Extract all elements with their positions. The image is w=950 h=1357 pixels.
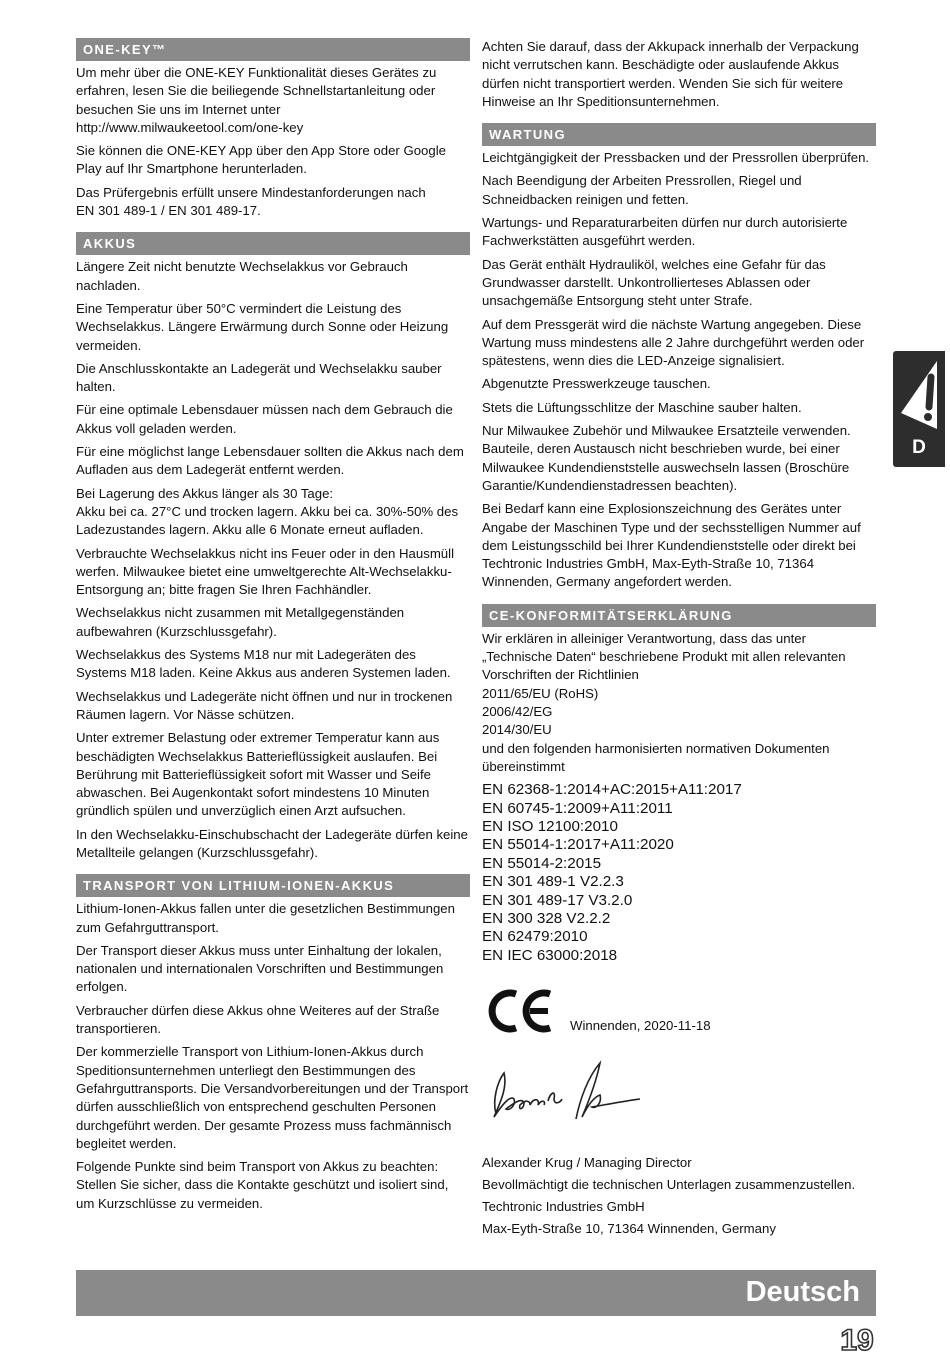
- akkus-paragraph: Verbrauchte Wechselakkus nicht ins Feuer oder in den Hausmüll werfen. Milwaukee bietet eine umweltgerechte Alt-Wechselakku-Entsorgung an; bitte fragen Sie Ihren Fachhändler.: [76, 545, 454, 598]
- language-side-tab: [893, 351, 945, 467]
- wartung-paragraph: Bei Bedarf kann eine Explosionszeichnung des Gerätes unter Angabe der Maschinen Type und der sechsstelligen Nummer auf dem Leistungsschild bei Ihrer Kundendienststelle oder direkt bei Techtronic Industries GmbH, Max-Eyth-Straße 10, 71364 Winnenden, Germany angefordert werden.: [482, 501, 861, 590]
- akkus-paragraph: Die Anschlusskontakte an Ladegerät und Wechselakku sauber halten.: [76, 360, 442, 395]
- wartung-paragraph: Nach Beendigung der Arbeiten Pressrollen, Riegel und Schneidbacken reinigen und fetten.: [482, 173, 802, 207]
- right-column: [482, 38, 876, 1242]
- wartung-paragraph: Abgenutzte Presswerkzeuge tauschen.: [482, 376, 711, 392]
- authorized-representative: Bevollmächtigt die technischen Unterlagen zusammenzustellen.: [482, 1177, 856, 1193]
- warning-exclamation-icon: [897, 357, 943, 431]
- transport-paragraph: Verbraucher dürfen diese Akkus ohne Weiteres auf der Straße transportieren.: [76, 1002, 440, 1037]
- akkus-paragraph: Für eine optimale Lebensdauer müssen nach dem Gebrauch die Akkus voll geladen werden.: [76, 402, 453, 436]
- language-letter: D: [912, 437, 926, 458]
- transport-paragraph: Der Transport dieser Akkus muss unter Einhaltung der lokalen, nationalen und internationalen Vorschriften und Bestimmungen erfolgen.: [76, 942, 444, 995]
- page-number: [832, 1322, 882, 1356]
- wartung-paragraph: Leichtgängigkeit der Pressbacken und der Pressrollen überprüfen.: [482, 150, 870, 166]
- standard-item: EN 62479:2010: [482, 928, 588, 946]
- footer-language-label: Deutsch: [745, 1276, 860, 1308]
- standard-item: EN 55014-1:2017+A11:2020: [482, 836, 674, 854]
- wartung-paragraph: Das Gerät enthält Hydrauliköl, welches eine Gefahr für das Grundwasser darstellt. Unkontrollierteses Ablassen oder unsachgemäße Entsorgung steht unter Strafe.: [482, 256, 826, 309]
- standard-item: EN 60745-1:2009+A11:2011: [482, 799, 673, 817]
- standard-item: EN 62368-1:2014+AC:2015+A11:2017: [482, 781, 742, 799]
- ce-mark-row: [482, 989, 876, 1047]
- company-name: Techtronic Industries GmbH: [482, 1199, 645, 1215]
- akkus-paragraph: Wechselakkus des Systems M18 nur mit Ladegeräten des Systems M18 laden. Keine Akkus aus anderen Systemen laden.: [76, 647, 451, 681]
- standard-item: EN 55014-2:2015: [482, 854, 602, 872]
- signatory-name: Alexander Krug / Managing Director: [482, 1155, 692, 1171]
- signature-image: [484, 1059, 654, 1129]
- wartung-paragraph: Wartungs- und Reparaturarbeiten dürfen nur durch autorisierte Fachwerkstätten ausgeführt werden.: [482, 215, 848, 249]
- section-heading-transport: TRANSPORT VON LITHIUM-IONEN-AKKUS: [76, 874, 470, 897]
- standard-item: EN IEC 63000:2018: [482, 946, 618, 964]
- akkus-paragraph: Wechselakkus nicht zusammen mit Metallgegenständen aufbewahren (Kurzschlussgefahr).: [76, 605, 405, 639]
- wartung-paragraph: Auf dem Pressgerät wird die nächste Wartung angegeben. Diese Wartung muss mindestens alle 2 Jahre durchgeführt werden oder spätestens, wenn dies die LED-Anzeige signalisiert.: [482, 316, 865, 369]
- place-and-date: Winnenden, 2020-11-18: [570, 1018, 711, 1034]
- akkus-paragraph: Bei Lagerung des Akkus länger als 30 Tage: Akku bei ca. 27°C und trocken lagern. Akku bei ca. 30%-50% des Ladezustandes lagern. Akku alle 6 Monate erneut aufladen.: [76, 485, 459, 538]
- svg-text:19: 19: [840, 1324, 874, 1356]
- wartung-paragraph: Stets die Lüftungsschlitze der Maschine sauber halten.: [482, 399, 802, 415]
- signatory-block: [482, 1154, 876, 1238]
- standard-item: EN 301 489-17 V3.2.0: [482, 891, 633, 909]
- standards-list: [482, 781, 876, 965]
- company-address: Max-Eyth-Straße 10, 71364 Winnenden, Germany: [482, 1220, 776, 1236]
- ce-declaration-text: Wir erklären in alleiniger Verantwortung, dass das unter „Technische Daten“ beschriebene Produkt mit allen relevanten Vorschriften der Richtlinien 2011/65/EU (RoHS) 2006/42/EG 2014/30/EU und den folgenden harmonisierten normativen Dokumenten übereinstimmt: [482, 630, 846, 774]
- standard-item: EN ISO 12100:2010: [482, 817, 618, 835]
- left-column: [76, 38, 470, 1218]
- transport-paragraph: Lithium-Ionen-Akkus fallen unter die gesetzlichen Bestimmungen zum Gefahrguttransport.: [76, 901, 455, 935]
- transport-paragraph: Der kommerzielle Transport von Lithium-Ionen-Akkus durch Speditionsunternehmen unterliegt den Bestimmungen des Gefahrguttransports. Die Versandvorbereitungen und der Transport dürfen ausschließlich von entsprechend geschulten Personen durchgeführt werden. Der gesamte Prozess muss fachmännisch begleitet werden.: [76, 1044, 469, 1151]
- akkus-paragraph: Eine Temperatur über 50°C vermindert die Leistung des Wechselakkus. Längere Erwärmung durch Sonne oder Heizung vermeiden.: [76, 300, 449, 353]
- standard-item: EN 301 489-1 V2.2.3: [482, 873, 624, 891]
- transport-continued-paragraph: Achten Sie darauf, dass der Akkupack innerhalb der Verpackung nicht verrutschen kann. Beschädigte oder auslaufende Akkus dürfen nicht transportiert werden. Wenden Sie sich für weitere Hinweise an Ihr Speditionsunternehmen.: [482, 39, 859, 109]
- one-key-paragraph: Sie können die ONE-KEY App über den App Store oder Google Play auf Ihr Smartphone herunterladen.: [76, 143, 446, 177]
- one-key-paragraph: Das Prüfergebnis erfüllt unsere Mindestanforderungen nach EN 301 489-1 / EN 301 489-17.: [76, 184, 426, 219]
- akkus-paragraph: Längere Zeit nicht benutzte Wechselakkus vor Gebrauch nachladen.: [76, 259, 408, 293]
- akkus-paragraph: Für eine möglichst lange Lebensdauer sollten die Akkus nach dem Aufladen aus dem Ladegerät entfernt werden.: [76, 444, 464, 478]
- akkus-paragraph: Wechselakkus und Ladegeräte nicht öffnen und nur in trockenen Räumen lagern. Vor Nässe schützen.: [76, 688, 453, 722]
- akkus-paragraph: In den Wechselakku-Einschubschacht der Ladegeräte dürfen keine Metallteile gelangen (Kurzschlussgefahr).: [76, 826, 468, 860]
- wartung-paragraph: Nur Milwaukee Zubehör und Milwaukee Ersatzteile verwenden. Bauteile, deren Austausch nicht beschrieben wurde, bei einer Milwaukee Kundendienststelle auswechseln lassen (Broschüre Garantie/Kundendienstadressen beachten).: [482, 423, 851, 493]
- section-heading-wartung: WARTUNG: [482, 123, 876, 146]
- section-heading-akkus: AKKUS: [76, 232, 470, 255]
- standard-item: EN 300 328 V2.2.2: [482, 909, 611, 927]
- section-heading-ce-conformity: CE-KONFORMITÄTSERKLÄRUNG: [482, 604, 876, 627]
- ce-mark-logo: [486, 989, 554, 1033]
- akkus-paragraph: Unter extremer Belastung oder extremer Temperatur kann aus beschädigten Wechselakkus Batterieflüssigkeit auslaufen. Bei Berührung mit Batterieflüssigkeit sofort mit Wasser und Seife abwaschen. Bei Augenkontakt sofort mindestens 10 Minuten gründlich spülen und unverzüglich einen Arzt aufsuchen.: [76, 730, 440, 819]
- one-key-paragraph: Um mehr über die ONE-KEY Funktionalität dieses Gerätes zu erfahren, lesen Sie die beiliegende Schnellstartanleitung oder besuchen Sie uns im Internet unter http://www.milwaukeetool.com/one-key: [76, 65, 437, 135]
- transport-paragraph: Folgende Punkte sind beim Transport von Akkus zu beachten: Stellen Sie sicher, dass die Kontakte geschützt und isoliert sind, um Kurzschlüsse zu vermeiden.: [76, 1159, 449, 1211]
- section-heading-one-key: ONE-KEY™: [76, 38, 470, 61]
- footer-language-bar: [76, 1270, 876, 1316]
